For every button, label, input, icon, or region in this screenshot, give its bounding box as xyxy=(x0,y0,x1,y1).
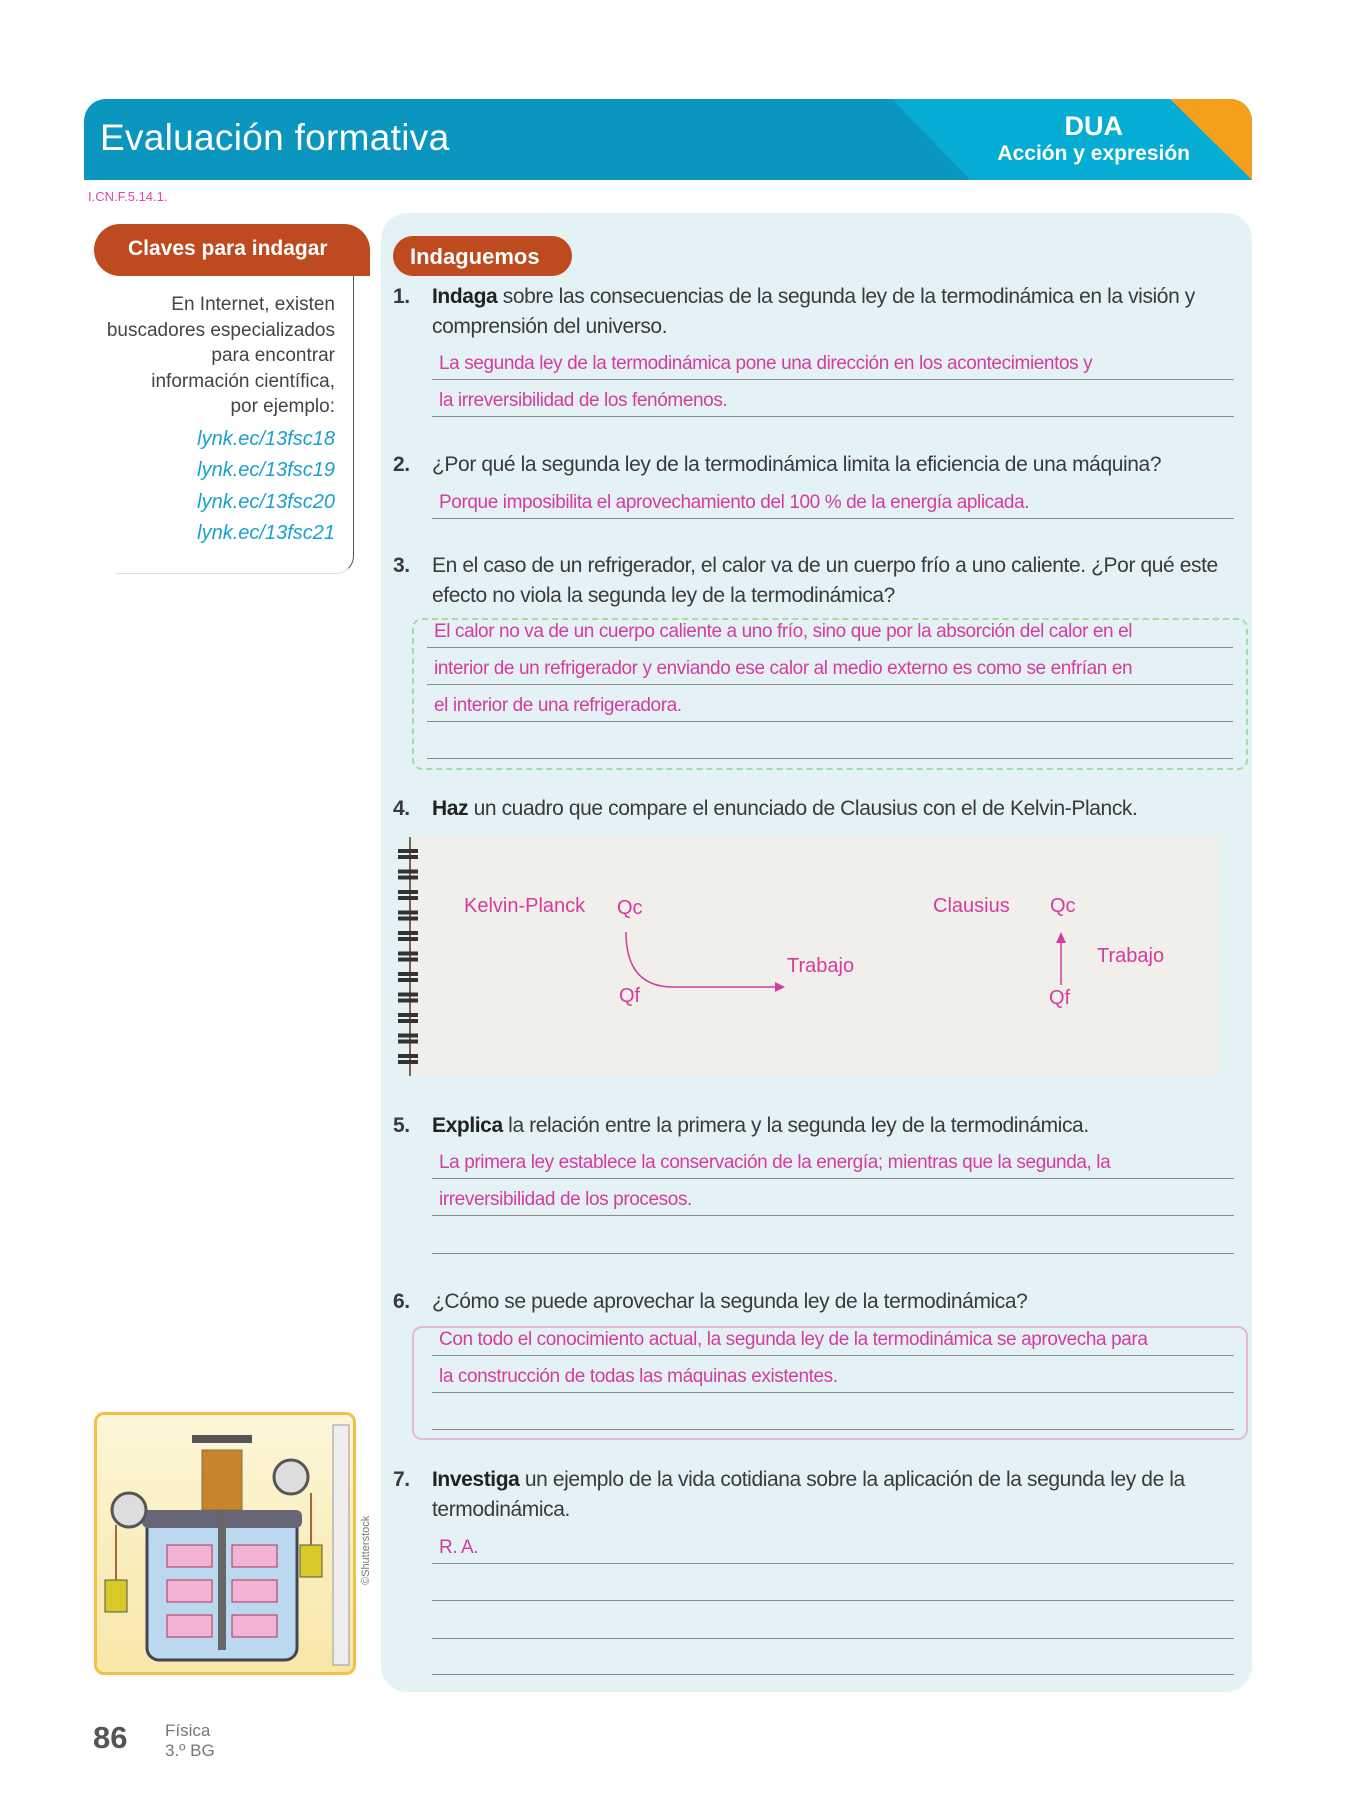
question-text: ¿Por qué la segunda ley de la termodinámica limita la eficiencia de una máquina? xyxy=(432,453,1162,476)
answer-line[interactable]: el interior de una refrigeradora. xyxy=(427,685,1233,722)
answer-line[interactable] xyxy=(432,1602,1234,1639)
answer-line[interactable]: La segunda ley de la termodinámica pone una dirección en los acontecimientos y xyxy=(432,343,1234,380)
section-label: Indaguemos xyxy=(393,236,572,276)
answer-line[interactable]: Porque imposibilita el aprovechamiento del 100 % de la energía aplicada. xyxy=(432,482,1234,519)
question-verb: Haz xyxy=(432,797,469,820)
kelvin-planck-label: Kelvin-Planck xyxy=(464,895,586,917)
link[interactable]: lynk.ec/13fsc20 xyxy=(197,490,335,513)
question-number: 5. xyxy=(393,1114,410,1137)
comparison-notebook xyxy=(405,837,1219,1076)
question-text: la relación entre la primera y la segunda ley de la termodinámica. xyxy=(502,1114,1089,1137)
qf-label: Qf xyxy=(1049,987,1071,1009)
answer-line[interactable] xyxy=(432,1564,1234,1601)
dua-title: DUA xyxy=(1064,111,1123,141)
sidebar-tab: Claves para indagar xyxy=(94,224,370,276)
question-5 xyxy=(393,1111,1243,1141)
question-verb: Indaga xyxy=(432,285,498,308)
question-text: un cuadro que compare el enunciado de Clausius con el de Kelvin-Planck. xyxy=(468,797,1138,820)
dua-badge xyxy=(997,111,1190,167)
answer-line[interactable]: R. A. xyxy=(432,1527,1234,1564)
question-number: 3. xyxy=(393,554,410,577)
sidebar-line: En Internet, existen xyxy=(171,294,335,315)
answer-line[interactable] xyxy=(432,1638,1234,1675)
answer-line[interactable]: Con todo el conocimiento actual, la segunda ley de la termodinámica se aprovecha para xyxy=(432,1319,1234,1356)
link[interactable]: lynk.ec/13fsc21 xyxy=(197,522,335,544)
question-text: sobre las consecuencias de la segunda ley de la termodinámica en la visión y comprensión del universo. xyxy=(432,285,1195,338)
question-number: 7. xyxy=(393,1468,410,1491)
arrow-to-trabajo xyxy=(626,932,775,987)
question-number: 4. xyxy=(393,797,410,820)
sidebar-line: buscadores especializados xyxy=(106,319,335,341)
joule-apparatus-image xyxy=(94,1412,356,1675)
question-4 xyxy=(393,794,1243,824)
question-7 xyxy=(393,1465,1243,1525)
answer-line[interactable] xyxy=(427,722,1233,759)
qf-label: Qf xyxy=(619,985,641,1007)
dua-subtitle: Acción y expresión xyxy=(997,142,1190,165)
arrowhead-icon xyxy=(775,982,785,992)
question-3 xyxy=(393,551,1243,611)
grade: 3.º BG xyxy=(165,1741,215,1760)
answer-line[interactable]: la construcción de todas las máquinas existentes. xyxy=(432,1356,1234,1393)
trabajo-label: Trabajo xyxy=(787,955,855,977)
answer-line[interactable]: El calor no va de un cuerpo caliente a uno frío, sino que por la absorción del calor en el xyxy=(427,611,1233,648)
answer-line[interactable]: La primera ley establece la conservación de la energía; mientras que la segunda, la xyxy=(432,1142,1234,1179)
qc-label: Qc xyxy=(1050,895,1076,917)
section-header xyxy=(84,99,1252,180)
link[interactable]: lynk.ec/13fsc18 xyxy=(197,427,335,450)
question-verb: Explica xyxy=(432,1114,503,1137)
question-number: 1. xyxy=(393,285,410,308)
question-number: 2. xyxy=(393,453,410,476)
question-1 xyxy=(393,282,1243,342)
question-number: 6. xyxy=(393,1290,410,1313)
clausius-label: Clausius xyxy=(933,895,1010,917)
sidebar-line: información científica, xyxy=(151,370,335,392)
answer-line[interactable]: irreversibilidad de los procesos. xyxy=(432,1179,1234,1216)
page-title: Evaluación formativa xyxy=(100,117,450,158)
sidebar-text xyxy=(75,292,335,550)
qc-label: Qc xyxy=(617,897,643,919)
page-number: 86 xyxy=(93,1720,128,1755)
trabajo-label: Trabajo xyxy=(1097,945,1165,967)
question-2 xyxy=(393,450,1243,480)
answer-line[interactable]: la irreversibilidad de los fenómenos. xyxy=(432,380,1234,417)
question-text: En el caso de un refrigerador, el calor va de un cuerpo frío a uno caliente. ¿Por qué este efecto no viola la segunda ley de la termodinámica? xyxy=(432,554,1218,607)
question-verb: Investiga xyxy=(432,1468,520,1491)
answer-line[interactable] xyxy=(432,1393,1234,1430)
question-text: ¿Cómo se puede aprovechar la segunda ley de la termodinámica? xyxy=(432,1290,1028,1313)
question-6 xyxy=(393,1287,1243,1317)
curriculum-code: I.CN.F.5.14.1. xyxy=(88,189,168,204)
arrowhead-icon xyxy=(1056,932,1066,943)
image-credit: ©Shutterstock xyxy=(360,1515,372,1585)
diagram-arrows xyxy=(405,837,1219,1076)
question-text: un ejemplo de la vida cotidiana sobre la aplicación de la segunda ley de la termodinámica. xyxy=(432,1468,1185,1521)
link[interactable]: lynk.ec/13fsc19 xyxy=(197,459,335,481)
answer-line[interactable] xyxy=(432,1217,1234,1254)
sidebar-line: para encontrar xyxy=(211,345,335,366)
subject: Física xyxy=(165,1721,211,1740)
sidebar-line: por ejemplo: xyxy=(230,396,335,417)
answer-line[interactable]: interior de un refrigerador y enviando ese calor al medio externo es como se enfrían en xyxy=(427,648,1233,685)
footer-subject xyxy=(165,1721,215,1761)
